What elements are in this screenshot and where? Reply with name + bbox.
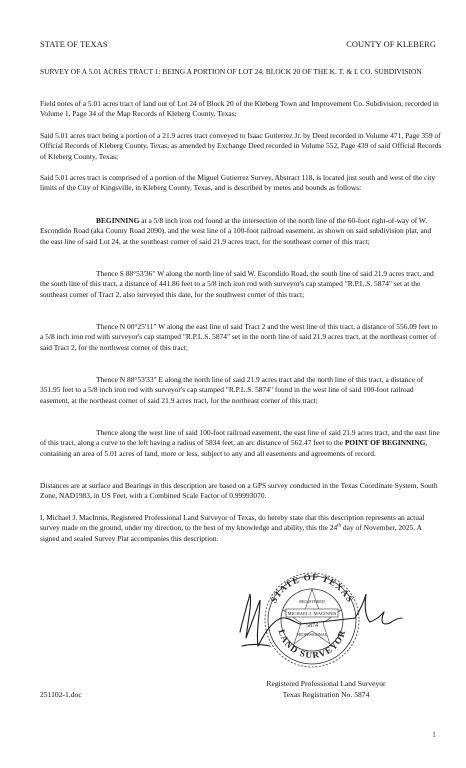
- certification-text: I, Michael J. MacInnis, Registered Professional Land Surveyor of Texas, do hereby state that this description represents an actual survey made on the ground, under my direction, to the best of my knowledge and ability, this the 24: [40, 513, 425, 533]
- seal-number: 5874: [306, 623, 318, 629]
- surveyor-title: Registered Professional Land Surveyor: [266, 679, 386, 688]
- county-header: COUNTY OF KLEBERG: [346, 40, 436, 49]
- paragraph-beginning: [40, 216, 442, 247]
- paragraph-deed-reference: Said 5.01 acres tract being a portion of a 21.9 acres tract conveyed to Isaac Gutierrez Jr. by Deed recorded in Volume 471, Page 359 of Official Records of Kleberg County, Texas; as amended by Exchange Deed recorded in Volume 552, Page 439 of said Official Records of Kleberg County, Texas;: [40, 131, 442, 161]
- point-of-beginning-label: POINT OF BEGINNING: [344, 438, 426, 448]
- paragraph-call-1: Thence S 88°53'36" W along the north line of said W. Escondido Road, the south line of said 21.9 acres tract, and the south line of this tract, a distance of 441.86 feet to a 5/8 inch iron rod with surveyor's cap stamped "R.P.L.S. 5874" set at the southeast corner of Tract 2, also surveyed this date, for the southwest corner of this tract;: [40, 269, 434, 299]
- beginning-label: BEGINNING: [96, 216, 140, 225]
- call-4-text-end: , containing an area of 5.01 acres of land, more or less, subject to any and all easements and agreements of record.: [40, 438, 428, 458]
- seal-and-signature: [230, 560, 410, 675]
- seal-name: MICHAEL J. MACINNIS: [287, 611, 337, 616]
- document-title: SURVEY OF A 5.01 ACRES TRACT 1: BEING A PORTION OF LOT 24, BLOCK 20 OF THE K. T. & I. CO. SUBDIVISION: [40, 67, 422, 76]
- seal-registered: REGISTERED: [299, 599, 325, 604]
- surveyor-seal-icon: [230, 560, 410, 675]
- call-4-text: Thence along the west line of said 100-foot railroad easement, the east line of said 21.9 acres tract, and the east line of this tract, along a curve to the left having a radius of 5834 feet, an arc distance of 562.47 feet to the: [40, 428, 440, 448]
- certification-text-end: day of November, 2025. A signed and sealed Survey Plat accompanies this description.: [40, 523, 422, 543]
- seal-bottom-text: LAND SURVEYOR: [276, 628, 348, 661]
- certification-sup: th: [337, 523, 342, 529]
- paragraph-distances: Distances are at surface and Bearings in this description are based on a GPS survey conducted in the Texas Coordinate System, South Zone, NAD1983, in US Feet, with a Combined Scale Factor of 0.99993070.: [40, 481, 438, 501]
- paragraph-call-4: [40, 428, 442, 459]
- state-header: STATE OF TEXAS: [40, 40, 108, 49]
- paragraph-field-notes: Field notes of a 5.01 acres tract of land out of Lot 24 of Block 20 of the Kleberg Town and Improvement Co. Subdivision, recorded in Volume 1, Page 34 of the Map Records of Kleberg County, Texas;: [40, 99, 439, 119]
- paragraph-call-3: Thence N 88°53'33" E along the north line of said 21.9 acres tract and the north line of this tract, a distance of 351.95 feet to a 5/8 inch iron rod with surveyor's cap stamped "R.P.L.S. 5874" found in the west line of said 100-foot railroad easement, at the northeast corner of said 21.9 acres tract, for the northeast corner of this tract;: [40, 375, 424, 405]
- document-number: 251102-1.doc: [40, 690, 82, 699]
- registration-number: Texas Registration No. 5874: [282, 690, 370, 699]
- paragraph-certification: [40, 513, 442, 544]
- paragraph-survey-location: Said 5.01 acres tract is comprised of a portion of the Miguel Gutierrez Survey, Abstract 118, is located just south and west of the city limits of the City of Kingsville, in Kleberg County, Texas, and is described by metes and bounds as follows:: [40, 173, 436, 193]
- beginning-text: at a 5/8 inch iron rod found at the intersection of the north line of the 60-foot right-of-way of W. Escondido Road (aka County Road 2090), and the west line of a 100-foot railroad easement, as shown on said subdivision plat, and the east line of said Lot 24, at the southeast corner of said 21.9 acres tract, for the southeast corner of this tract;: [40, 216, 432, 246]
- page-number: 1: [432, 730, 436, 739]
- seal-professional: PROFESSIONAL: [296, 632, 328, 637]
- paragraph-call-2: Thence N 00°25'11" W along the east line of said Tract 2 and the west line of this tract, a distance of 556.09 feet to a 5/8 inch iron rod with surveyor's cap stamped "R.P.L.S. 5874" set in the north line of said 21.9 acres tract, at the northeast corner of said Tract 2, for the northwest corner of this tract;: [40, 322, 438, 352]
- seal-top-text: STATE OF TEXAS: [268, 571, 356, 605]
